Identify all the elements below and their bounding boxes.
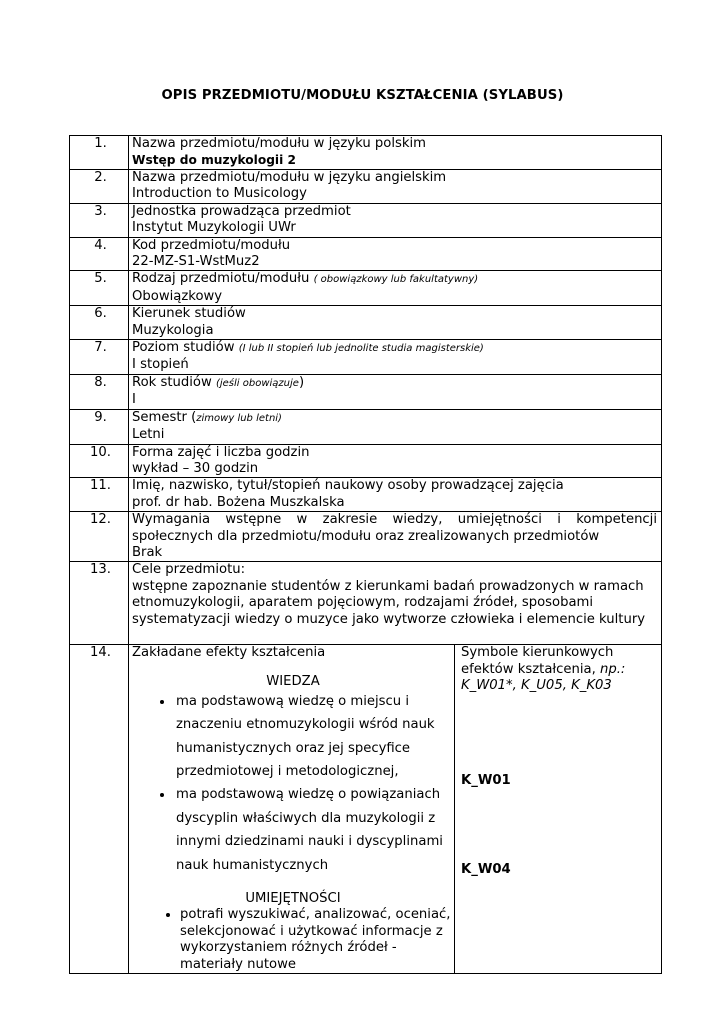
knowledge-heading: WIEDZA [266,673,320,689]
knowledge-list [132,690,454,877]
table-row [70,478,662,512]
row-value: Wstęp do muzykologii 2 [132,153,297,168]
row-number: 11. [70,478,129,512]
row-note: (I lub II stopień lub jednolite studia magisterskie) [238,343,484,355]
row-label: Nazwa przedmiotu/modułu w języku polskim [132,136,427,151]
syllabus-table [69,135,662,974]
row-label-suffix: ) [298,374,305,390]
skills-heading: UMIEJĘTNOŚCI [245,891,341,906]
row-label: Semestr [132,409,187,425]
row-note: (jeśli obowiązuje [215,377,299,389]
row-value: Obowiązkowy [132,288,223,304]
row-number: 4. [70,237,129,271]
row-content [129,340,662,375]
outcomes-cell [129,645,455,974]
table-row [70,237,662,271]
row-number: 1. [70,136,129,170]
row-label: Forma zajęć i liczba godzin [132,444,310,460]
table-row [70,512,662,562]
row-number: 5. [70,271,129,306]
row-number: 6. [70,306,129,340]
list-item: • ma podstawową wiedzę o miejscu i znaczeniu etnomuzykologii wśród nauk humanistycznych oraz jej specyfice przedmiotowej i metodologicznej, [174,690,454,784]
row-value: 22-MZ-S1-WstMuz2 [132,254,260,270]
knowledge-symbol: K_W01 [461,772,511,788]
table-row [70,409,662,444]
row-label: Rodzaj przedmiotu/modułu [132,271,310,287]
row-content [129,136,662,170]
row-content [129,271,662,306]
row-note: zimowy lub letni) [196,412,282,424]
row-label: Wymagania wstępne w zakresie wiedzy, umiejętności i kompetencji społecznych dla przedmiotu/modułu oraz zrealizowanych przedmiotów [132,512,658,544]
row-content [129,562,662,645]
row-number: 13. [70,562,129,645]
skills-list [132,907,454,973]
list-item: • ma podstawową wiedzę o powiązaniach dyscyplin właściwych dla muzykologii z innymi dziedzinami nauki i dyscyplinami nauk humanistycznych [174,783,454,877]
row-content [129,409,662,444]
outcomes-label: Zakładane efekty kształcenia [132,645,326,661]
row-number: 7. [70,340,129,375]
document-title: OPIS PRZEDMIOTU/MODUŁU KSZTAŁCENIA (SYLABUS) [161,88,564,103]
row-value: Introduction to Musicology [132,186,307,202]
row-label: Imię, nazwisko, tytuł/stopień naukowy osoby prowadzącej zajęcia [132,478,564,494]
table-row [70,136,662,170]
row-label: Kierunek studiów [132,306,246,322]
row-value: Instytut Muzykologii UWr [132,220,296,236]
row-content [129,306,662,340]
row-label: Poziom studiów [132,340,235,356]
row-value: prof. dr hab. Bożena Muszkalska [132,494,345,510]
row-label: Rok studiów [132,374,212,390]
row-number: 2. [70,170,129,204]
row-value: I [132,392,136,408]
row-number: 10. [70,444,129,478]
row-content [129,444,662,478]
row-label: Nazwa przedmiotu/modułu w języku angielskim [132,170,447,185]
table-row-outcomes [70,645,662,974]
row-number: 8. [70,374,129,409]
row-value: Muzykologia [132,322,214,338]
symbols-example: np.: K_W01*, K_U05, K_K03 [461,661,626,694]
row-label-paren: ( [191,409,197,425]
row-content [129,512,662,562]
row-content [129,478,662,512]
row-label: Jednostka prowadząca przedmiot [132,203,351,219]
row-content [129,170,662,204]
row-value: Brak [132,544,163,560]
row-value: I stopień [132,357,189,373]
row-value: wykład – 30 godzin [132,460,259,476]
symbols-cell [455,645,662,974]
table-row [70,562,662,645]
skills-symbol: K_W04 [461,861,511,877]
table-row [70,444,662,478]
row-value: wstępne zapoznanie studentów z kierunkami badań prowadzonych w ramach etnomuzykologii, aparatem pojęciowym, rodzajami źródeł, sposobami systematyzacji wiedzy o muzyce jako wytworze człowieka i elemencie kultury [132,578,646,627]
row-label: Kod przedmiotu/modułu [132,237,291,253]
row-content [129,203,662,237]
table-row [70,203,662,237]
symbols-header: Symbole kierunkowych efektów kształcenia, [461,645,614,677]
row-number: 12. [70,512,129,562]
row-content [129,374,662,409]
table-row [70,374,662,409]
row-value: Letni [132,427,165,443]
row-note: ( obowiązkowy lub fakultatywny) [313,274,479,286]
row-number: 3. [70,203,129,237]
row-label: Cele przedmiotu: [132,562,246,578]
row-number: 9. [70,409,129,444]
table-row [70,340,662,375]
table-row [70,306,662,340]
table-row [70,271,662,306]
row-number: 14. [70,645,129,974]
list-item: • potrafi wyszukiwać, analizować, oceniać, selekcjonować i użytkować informacje z wykorzystaniem różnych źródeł - materiały nutowe [180,907,454,973]
table-row [70,170,662,204]
row-content [129,237,662,271]
